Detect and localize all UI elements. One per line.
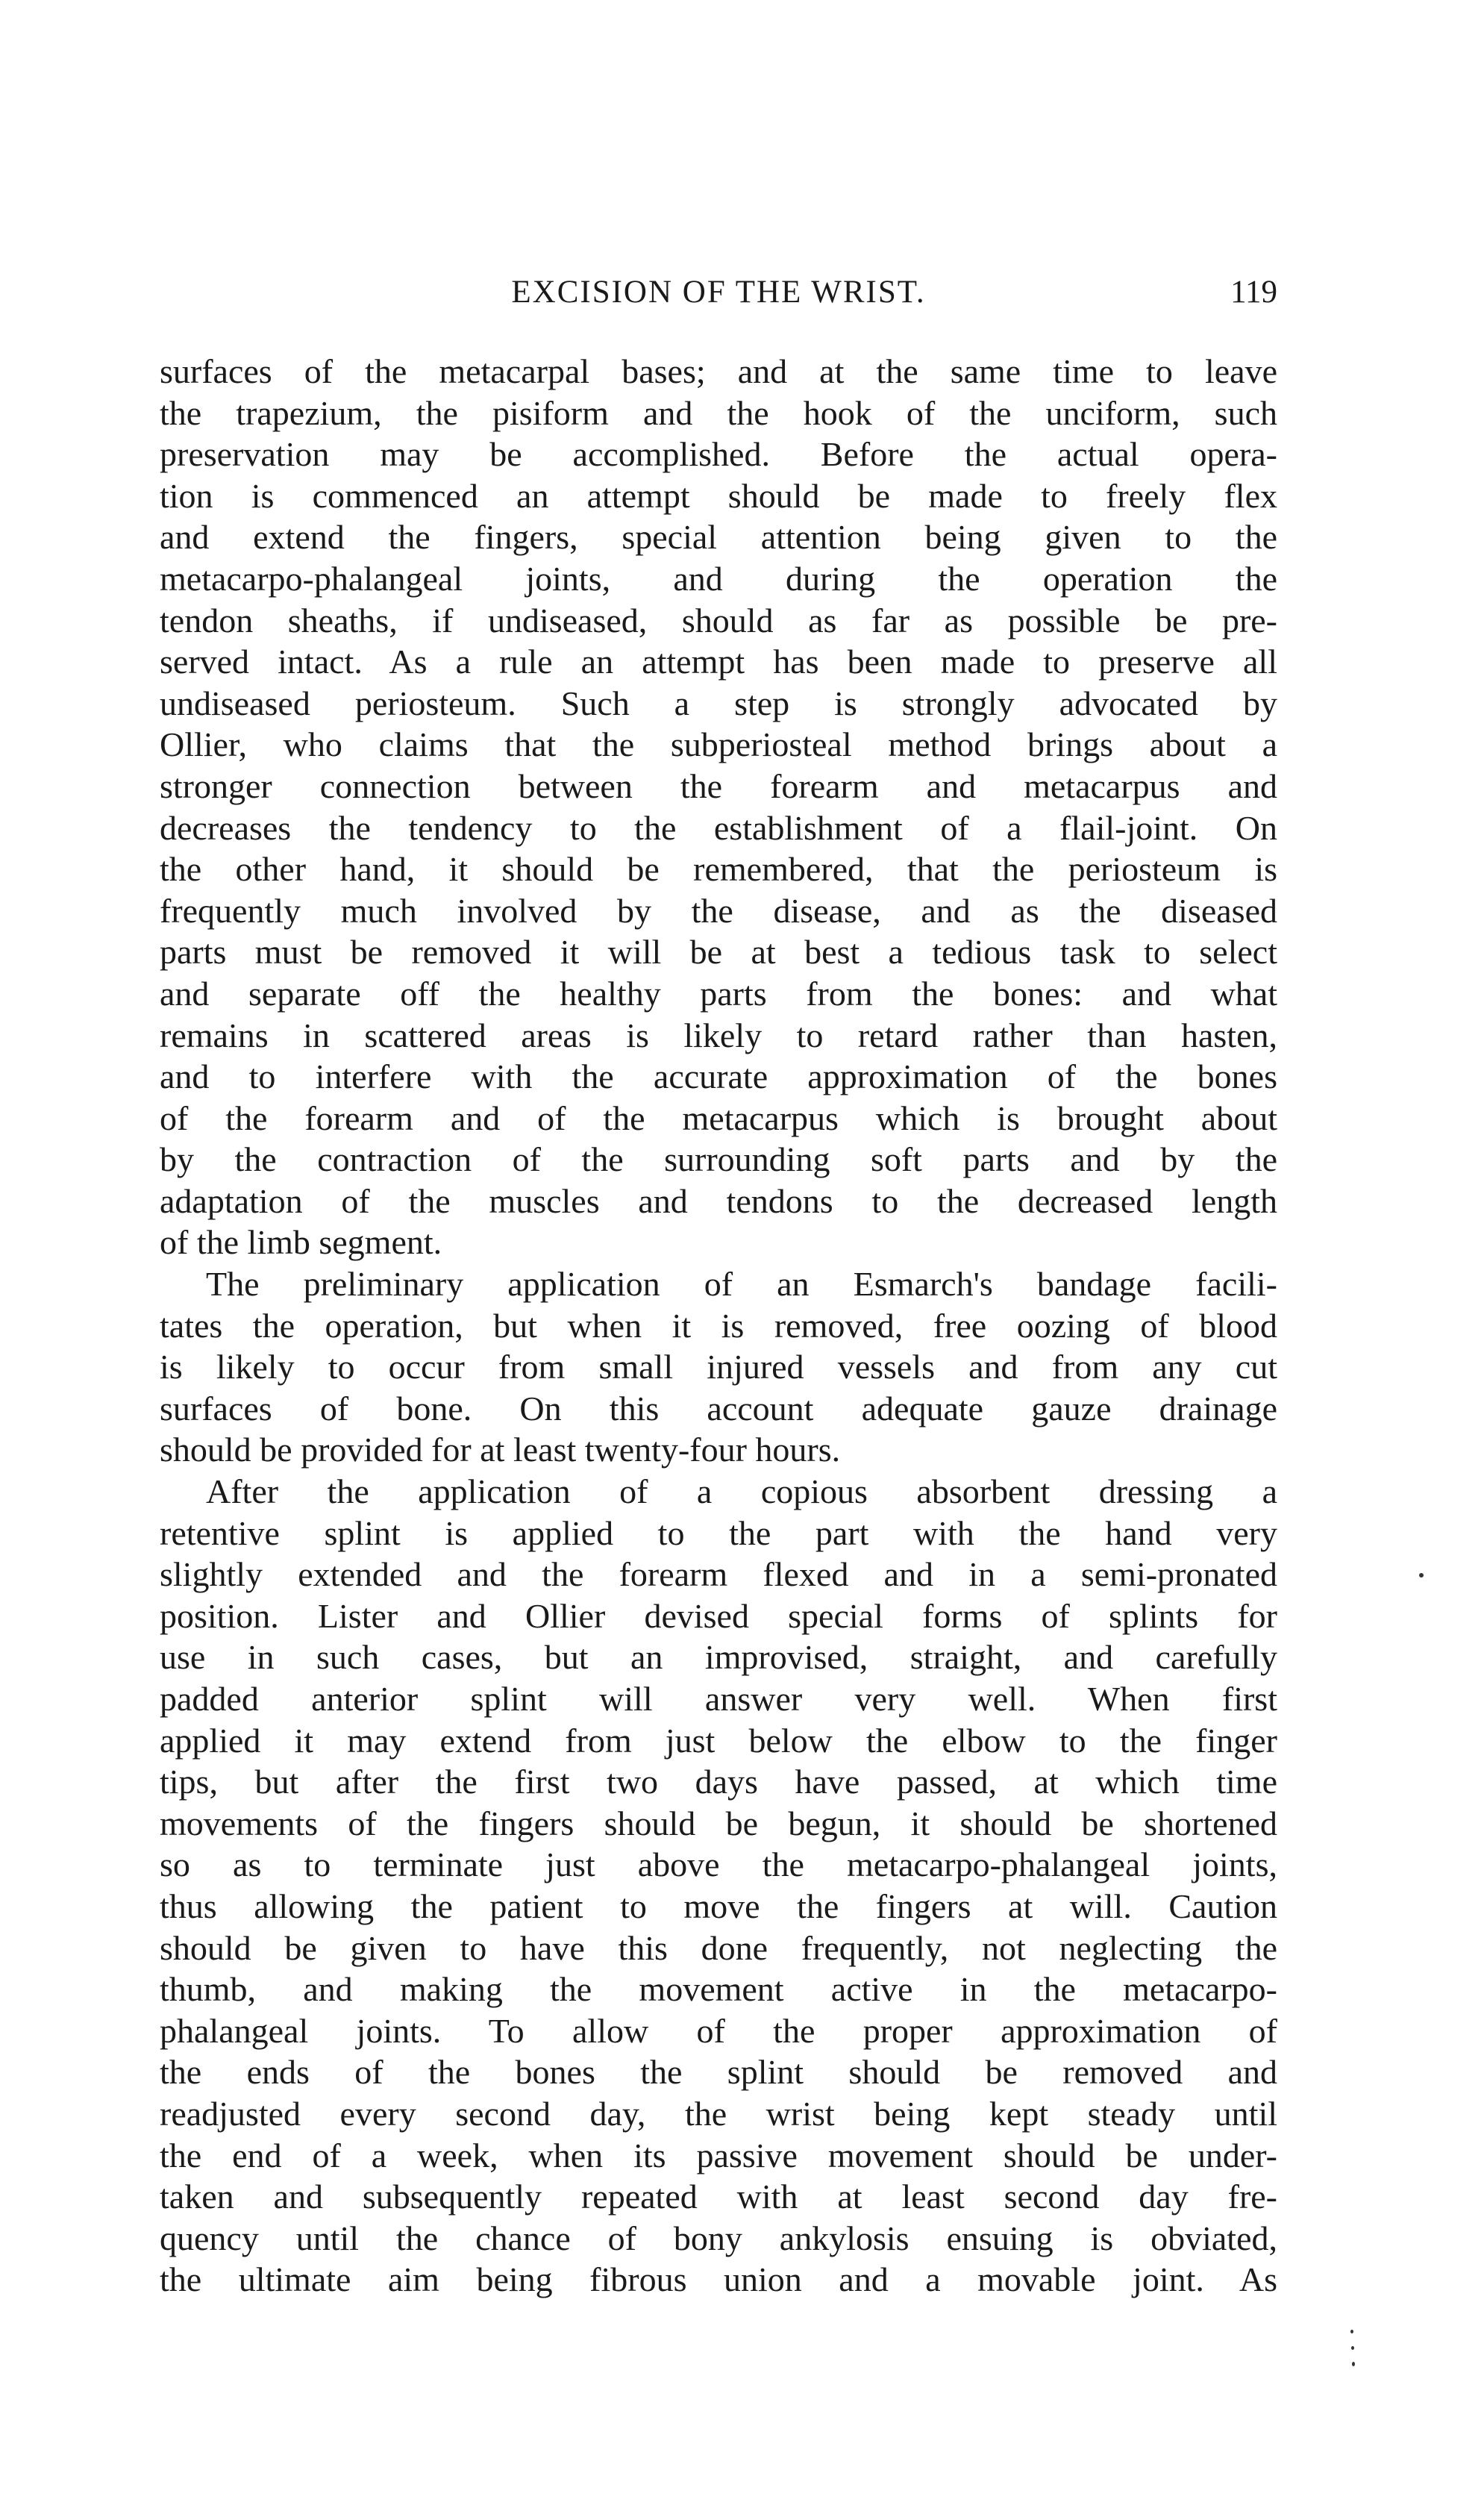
- ink-speck: [1351, 2346, 1354, 2350]
- text-line: the end of a week, when its passive movement should be under-: [160, 2136, 1277, 2174]
- text-line: frequently much involved by the disease, and as the diseased: [160, 891, 1277, 930]
- body-text: [160, 351, 1277, 2301]
- text-line: adaptation of the muscles and tendons to the decreased length: [160, 1181, 1277, 1220]
- text-line: undiseased periosteum. Such a step is strongly advocated by: [160, 684, 1277, 722]
- text-line: should be given to have this done frequently, not neglecting the: [160, 1928, 1277, 1967]
- text-line: the ultimate aim being fibrous union and a movable joint. As: [160, 2260, 1277, 2299]
- running-title: EXCISION OF THE WRIST.: [511, 275, 926, 310]
- page-number: 119: [1230, 275, 1277, 310]
- text-line: movements of the fingers should be begun, it should be shortened: [160, 1804, 1277, 1842]
- text-line: tates the operation, but when it is removed, free oozing of blood: [160, 1306, 1277, 1345]
- text-line: is likely to occur from small injured vessels and from any cut: [160, 1348, 1277, 1386]
- text-line: thumb, and making the movement active in the metacarpo-: [160, 1970, 1277, 2009]
- text-line: thus allowing the patient to move the fingers at will. Caution: [160, 1886, 1277, 1925]
- text-line: quency until the chance of bony ankylosis ensuing is obviated,: [160, 2219, 1277, 2257]
- text-line: the ends of the bones the splint should be removed and: [160, 2053, 1277, 2092]
- text-line: tips, but after the first two days have passed, at which time: [160, 1763, 1277, 1801]
- text-line: surfaces of the metacarpal bases; and at the same time to leave: [160, 352, 1277, 390]
- text-line: so as to terminate just above the metacarpo-phalangeal joints,: [160, 1845, 1277, 1884]
- text-line: the trapezium, the pisiform and the hook of the unciform, such: [160, 393, 1277, 432]
- text-line: decreases the tendency to the establishment of a flail-joint. On: [160, 808, 1277, 847]
- text-line: of the forearm and of the metacarpus which is brought about: [160, 1098, 1277, 1137]
- text-line: padded anterior splint will answer very well. When first: [160, 1680, 1277, 1718]
- text-line: use in such cases, but an improvised, straight, and carefully: [160, 1638, 1277, 1677]
- text-line: and separate off the healthy parts from the bones: and what: [160, 974, 1277, 1013]
- text-line: by the contraction of the surrounding soft parts and by the: [160, 1140, 1277, 1179]
- paragraph-start-line: The preliminary application of an Esmarch's bandage facili-: [206, 1265, 1277, 1304]
- running-head: [160, 270, 1277, 315]
- text-line: Ollier, who claims that the subperiosteal method brings about a: [160, 725, 1277, 764]
- ink-speck: [1352, 2362, 1355, 2366]
- text-line: the other hand, it should be remembered, that the periosteum is: [160, 850, 1277, 889]
- text-line: taken and subsequently repeated with at least second day fre-: [160, 2177, 1277, 2216]
- text-line: preservation may be accomplished. Before the actual opera-: [160, 435, 1277, 474]
- text-line: metacarpo-phalangeal joints, and during the operation the: [160, 559, 1277, 598]
- text-line: stronger connection between the forearm and metacarpus and: [160, 766, 1277, 805]
- text-line: remains in scattered areas is likely to retard rather than hasten,: [160, 1016, 1277, 1054]
- text-line: of the limb segment.: [160, 1223, 442, 1262]
- text-line: applied it may extend from just below the elbow to the finger: [160, 1721, 1277, 1760]
- text-line: phalangeal joints. To allow of the proper approximation of: [160, 2011, 1277, 2050]
- text-line: served intact. As a rule an attempt has been made to preserve all: [160, 642, 1277, 681]
- text-line: surfaces of bone. On this account adequate gauze drainage: [160, 1389, 1277, 1428]
- text-line: parts must be removed it will be at best a tedious task to select: [160, 933, 1277, 972]
- text-line: should be provided for at least twenty-four hours.: [160, 1431, 841, 1469]
- text-line: retentive splint is applied to the part with the hand very: [160, 1513, 1277, 1552]
- text-line: slightly extended and the forearm flexed and in a semi-pronated: [160, 1555, 1277, 1594]
- text-line: and extend the fingers, special attention being given to the: [160, 518, 1277, 557]
- ink-speck: [1350, 2330, 1353, 2333]
- text-line: tendon sheaths, if undiseased, should as far as possible be pre-: [160, 601, 1277, 640]
- text-line: and to interfere with the accurate approximation of the bones: [160, 1057, 1277, 1096]
- ink-speck: [1419, 1573, 1424, 1578]
- text-line: position. Lister and Ollier devised special forms of splints for: [160, 1596, 1277, 1635]
- paragraph-start-line: After the application of a copious absorbent dressing a: [206, 1472, 1277, 1511]
- text-line: tion is commenced an attempt should be made to freely flex: [160, 476, 1277, 515]
- text-line: readjusted every second day, the wrist being kept steady until: [160, 2094, 1277, 2133]
